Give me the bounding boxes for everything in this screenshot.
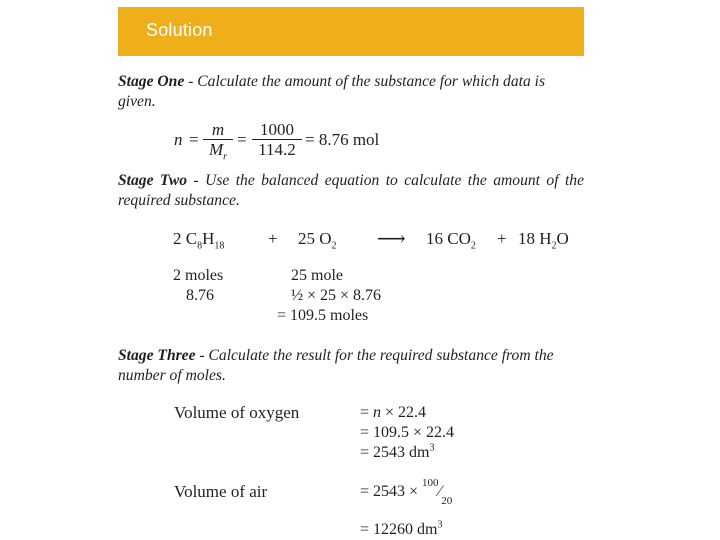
volume-air-line2-sup: 3: [437, 519, 443, 531]
stage-two-text: - Use the balanced equation to calculate the amount of the required substance.: [118, 172, 584, 209]
reaction-arrow-icon: ⟶: [377, 228, 406, 250]
oxygen-moles: 25 mole: [291, 267, 343, 284]
reactant-oxygen-text: 25 O: [298, 229, 332, 248]
stage-one-heading: Stage One: [118, 73, 185, 90]
octane-moles-value: 8.76: [186, 287, 214, 304]
stage-two-paragraph: [118, 171, 584, 211]
product-water-sub: 2: [551, 240, 557, 252]
solution-banner: [118, 7, 584, 56]
oxygen-moles-result: = 109.5 moles: [277, 307, 369, 324]
stage-one-paragraph: [118, 72, 584, 112]
eq1-frac1-den: M: [208, 140, 224, 160]
volume-air-line2: [360, 521, 442, 539]
volume-oxygen-line2: = 109.5 × 22.4: [360, 424, 455, 441]
reactant-oxygen-sub: 2: [331, 240, 337, 252]
stage-three-paragraph: [118, 346, 584, 386]
product-co2-text: 16 CO: [426, 229, 471, 248]
eq1-frac2-num: 1000: [260, 120, 294, 139]
volume-oxygen-line3: [360, 444, 434, 462]
octane-moles: 2 moles: [173, 267, 224, 284]
eq1-frac2-den: 114.2: [258, 140, 296, 160]
eq1-equals: =: [189, 130, 199, 149]
eq1-equals-2: =: [237, 130, 247, 149]
eq1-frac1-num: m: [211, 120, 225, 139]
stage-one-text: - Calculate the amount of the substance for which data is given.: [118, 73, 546, 110]
reactant-octane: [173, 229, 225, 252]
product-water-h: 18 H: [518, 229, 552, 248]
stage-three-heading: Stage Three: [118, 347, 196, 364]
eq1-lhs: n: [174, 130, 183, 149]
reactant-octane-sub-c: 8: [197, 240, 203, 252]
volume-air-label: Volume of air: [174, 482, 268, 501]
volume-oxygen-line3-text: = 2543 dm: [360, 444, 430, 461]
volume-oxygen-line3-sup: 3: [429, 442, 435, 454]
oxygen-moles-calc: ½ × 25 × 8.76: [291, 287, 382, 304]
volume-oxygen-line1-n: n: [373, 404, 382, 421]
fraction-m-over-mr: [203, 120, 233, 163]
reactant-octane-sub-h: 18: [214, 240, 225, 252]
volume-air-frac-num: 100: [422, 476, 439, 489]
stage-three-text: - Calculate the result for the required substance from the number of moles.: [118, 347, 554, 384]
reactant-octane-h: H: [202, 229, 215, 248]
stage-two-heading: Stage Two: [118, 172, 188, 189]
volume-oxygen-line1-rest: × 22.4: [381, 404, 427, 421]
plus-sign: +: [268, 229, 278, 248]
volume-air-line1-text: = 2543 ×: [360, 483, 423, 500]
volume-air-line2-text: = 12260 dm: [360, 521, 438, 538]
plus-sign-2: +: [497, 229, 507, 248]
product-co2-sub: 2: [470, 240, 476, 252]
product-water: [518, 229, 569, 252]
volume-air-frac-slash: ⁄: [438, 483, 442, 500]
volume-air-line1: [360, 476, 453, 508]
banner-title: Solution: [146, 20, 213, 40]
volume-air-frac-den: 20: [441, 495, 453, 508]
volume-oxygen-line1-eq: =: [360, 404, 374, 421]
volume-oxygen-line1: [360, 404, 426, 422]
reactant-octane-c: 2 C: [173, 229, 198, 248]
eq1-frac1-den-sub: r: [223, 151, 228, 163]
product-water-o: O: [556, 229, 569, 248]
reactant-oxygen: [298, 229, 337, 252]
volume-oxygen-label: Volume of oxygen: [174, 403, 300, 422]
fraction-1000-over-114: [252, 120, 302, 159]
product-co2: [426, 229, 476, 252]
eq1-result: = 8.76 mol: [305, 130, 380, 149]
